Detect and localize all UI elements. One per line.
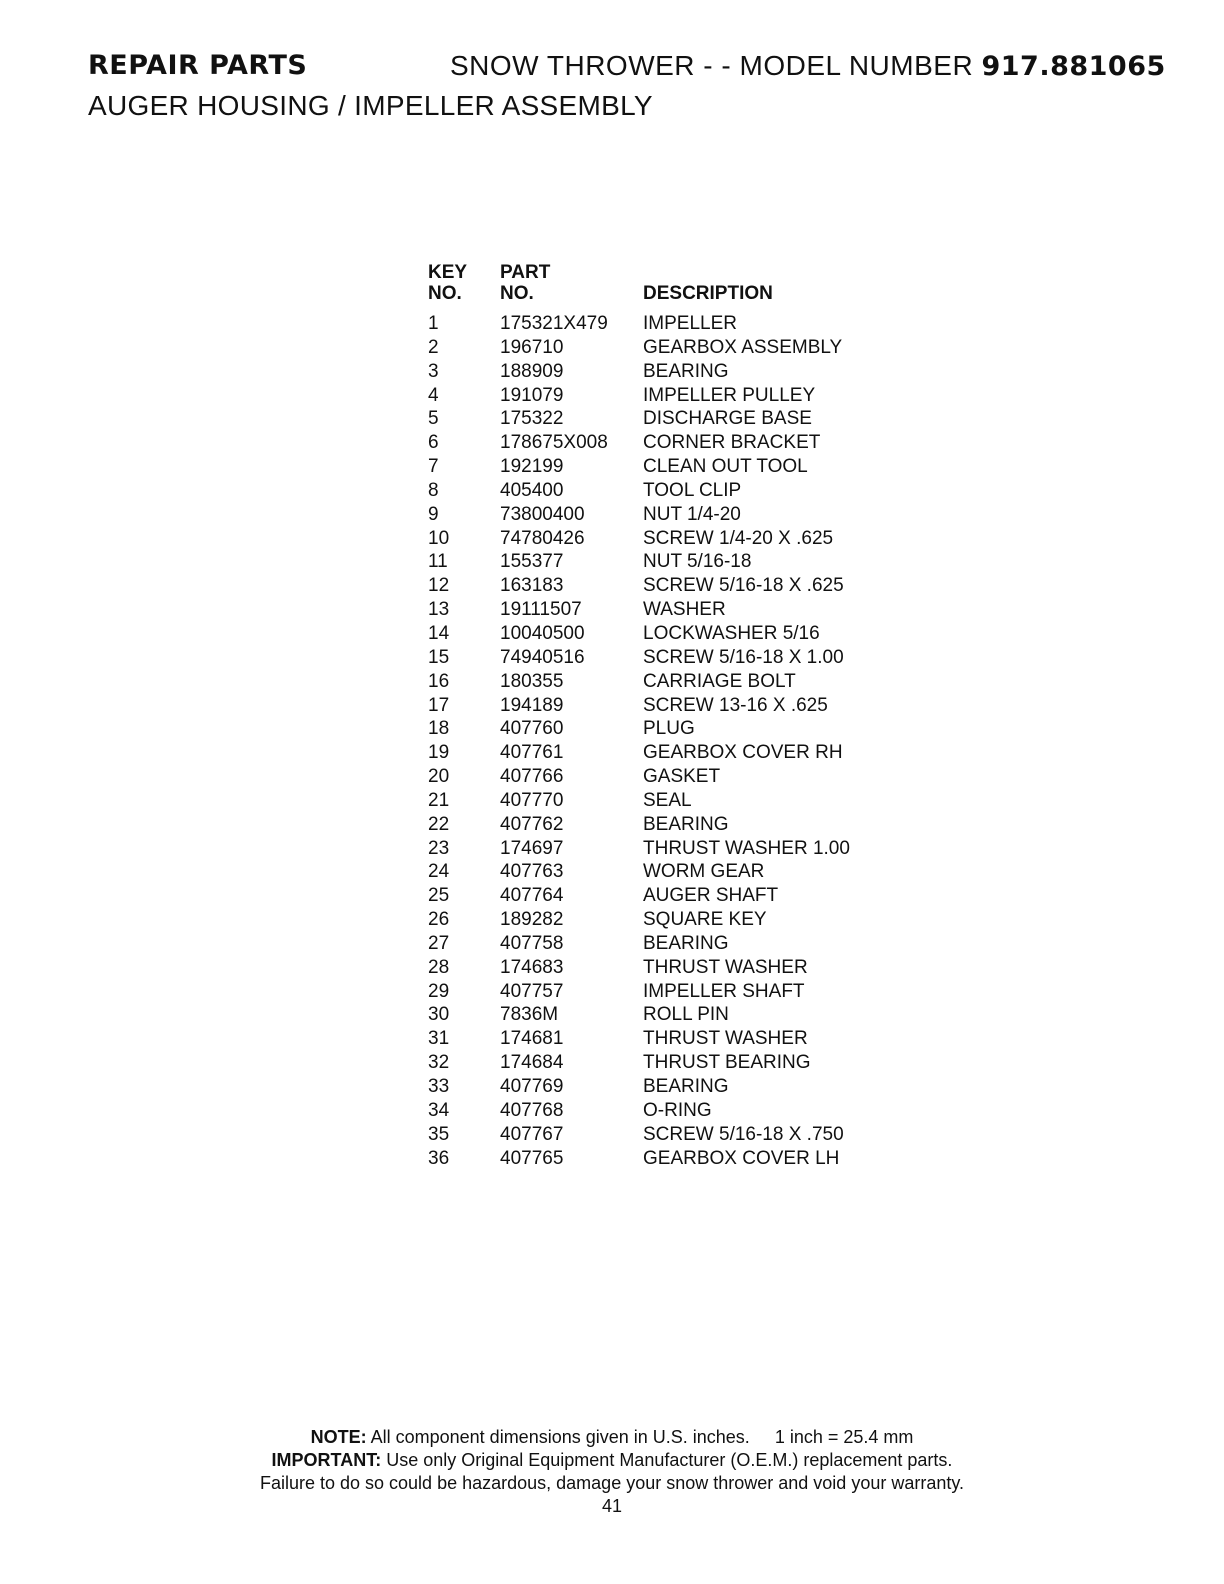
key-number: 32 <box>428 1052 450 1074</box>
header-part-bottom: NO. <box>500 283 534 304</box>
table-row <box>428 336 908 360</box>
part-description: BEARING <box>643 813 729 835</box>
note-line <box>0 1426 1224 1449</box>
part-description: SQUARE KEY <box>643 909 767 931</box>
part-description: GEARBOX COVER LH <box>643 1147 840 1169</box>
part-description: THRUST WASHER 1.00 <box>643 837 850 859</box>
part-number: 174681 <box>500 1028 564 1050</box>
part-description: THRUST WASHER <box>643 1028 808 1050</box>
key-number: 31 <box>428 1028 450 1050</box>
table-row <box>428 1003 908 1027</box>
table-row <box>428 1075 908 1099</box>
part-description: SCREW 1/4-20 X .625 <box>643 527 834 549</box>
key-number: 29 <box>428 980 450 1002</box>
key-number: 23 <box>428 837 450 859</box>
part-number: 178675X008 <box>500 432 608 454</box>
warning-line: Failure to do so could be hazardous, damage your snow thrower and void your warranty. <box>259 1473 965 1493</box>
key-number: 36 <box>428 1147 450 1169</box>
table-row <box>428 670 908 694</box>
part-number: 188909 <box>500 360 564 382</box>
part-description: DISCHARGE BASE <box>643 408 812 430</box>
header-key-bottom: NO. <box>428 283 462 304</box>
part-number: 191079 <box>500 384 564 406</box>
part-number: 407758 <box>500 932 564 954</box>
key-number: 33 <box>428 1076 450 1097</box>
key-number: 4 <box>428 384 439 406</box>
part-description: CORNER BRACKET <box>643 432 821 454</box>
key-number: 28 <box>428 956 450 978</box>
table-row <box>428 980 908 1004</box>
table-row <box>428 813 908 837</box>
table-row <box>428 455 908 479</box>
model-number: 917.881065 <box>981 51 1166 82</box>
part-number: 407765 <box>500 1147 564 1169</box>
key-number: 18 <box>428 718 450 740</box>
table-row <box>428 884 908 908</box>
table-row <box>428 932 908 956</box>
table-row <box>428 765 908 789</box>
part-description: SCREW 13-16 X .625 <box>643 694 828 716</box>
table-row <box>428 574 908 598</box>
key-number: 25 <box>428 885 450 907</box>
part-description: SEAL <box>643 789 692 811</box>
header-description: DESCRIPTION <box>643 283 773 304</box>
table-row <box>428 1051 908 1075</box>
key-number: 7 <box>428 456 439 478</box>
table-row <box>428 431 908 455</box>
part-number: 407767 <box>500 1123 564 1145</box>
product-title <box>450 50 1166 82</box>
part-description: O-RING <box>643 1099 712 1121</box>
key-number: 9 <box>428 503 439 525</box>
key-number: 20 <box>428 766 450 788</box>
table-row <box>428 1099 908 1123</box>
part-number: 407769 <box>500 1076 564 1097</box>
part-number: 192199 <box>500 456 564 478</box>
note-text: All component dimensions given in U.S. inches. 1 inch = 25.4 mm <box>366 1427 914 1447</box>
part-number: 174684 <box>500 1052 564 1074</box>
product-label: SNOW THROWER - - MODEL NUMBER <box>450 50 982 81</box>
key-number: 21 <box>428 789 450 811</box>
key-number: 22 <box>428 813 450 835</box>
part-description: IMPELLER SHAFT <box>643 980 805 1002</box>
part-number: 196710 <box>500 336 564 358</box>
part-description: GEARBOX COVER RH <box>643 742 843 764</box>
part-number: 175322 <box>500 408 564 430</box>
important-label: IMPORTANT: <box>271 1450 382 1470</box>
part-number: 7836M <box>500 1004 559 1026</box>
part-description: LOCKWASHER 5/16 <box>643 622 820 644</box>
table-row <box>428 503 908 527</box>
part-number: 407762 <box>500 813 564 835</box>
key-number: 16 <box>428 670 450 692</box>
table-row <box>428 717 908 741</box>
part-description: GEARBOX ASSEMBLY <box>643 336 843 358</box>
table-row <box>428 360 908 384</box>
part-number: 174697 <box>500 837 564 859</box>
part-number: 155377 <box>500 551 564 573</box>
table-row <box>428 1027 908 1051</box>
part-number: 407763 <box>500 861 564 883</box>
part-description: TOOL CLIP <box>643 479 742 501</box>
part-number: 194189 <box>500 694 564 716</box>
part-description: IMPELLER <box>643 313 737 334</box>
part-number: 407757 <box>500 980 564 1002</box>
key-number: 11 <box>428 551 448 573</box>
key-number: 10 <box>428 527 450 549</box>
key-number: 2 <box>428 336 439 358</box>
part-description: PLUG <box>643 718 695 740</box>
table-row <box>428 479 908 503</box>
part-number: 407768 <box>500 1099 564 1121</box>
part-number: 19111507 <box>500 599 582 621</box>
part-description: GASKET <box>643 766 721 788</box>
part-description: NUT 1/4-20 <box>643 503 741 525</box>
key-number: 1 <box>428 313 439 334</box>
part-description: THRUST WASHER <box>643 956 808 978</box>
part-number: 74780426 <box>500 527 585 549</box>
part-description: AUGER SHAFT <box>643 885 779 907</box>
table-row <box>428 1123 908 1147</box>
part-number: 189282 <box>500 909 564 931</box>
table-row <box>428 622 908 646</box>
header-part-top: PART <box>500 262 551 283</box>
table-row <box>428 1147 908 1171</box>
part-number: 407770 <box>500 789 564 811</box>
part-number: 407760 <box>500 718 564 740</box>
key-number: 12 <box>428 575 450 597</box>
part-number: 174683 <box>500 956 564 978</box>
assembly-title: AUGER HOUSING / IMPELLER ASSEMBLY <box>88 90 653 121</box>
part-description: CARRIAGE BOLT <box>643 670 796 692</box>
table-row <box>428 598 908 622</box>
table-row <box>428 860 908 884</box>
table-body <box>428 312 908 1170</box>
key-number: 34 <box>428 1099 450 1121</box>
important-line <box>0 1449 1224 1472</box>
part-number: 73800400 <box>500 503 585 525</box>
table-header <box>428 262 908 310</box>
key-number: 15 <box>428 646 450 668</box>
key-number: 3 <box>428 360 439 382</box>
part-description: SCREW 5/16-18 X .750 <box>643 1123 844 1145</box>
part-description: IMPELLER PULLEY <box>643 384 816 406</box>
key-number: 8 <box>428 479 439 501</box>
table-row <box>428 550 908 574</box>
page-footer <box>0 1426 1224 1518</box>
key-number: 6 <box>428 432 439 454</box>
part-number: 180355 <box>500 670 564 692</box>
part-description: SCREW 5/16-18 X .625 <box>643 575 844 597</box>
table-row <box>428 646 908 670</box>
section-title: REPAIR PARTS <box>88 50 308 81</box>
part-number: 407766 <box>500 766 564 788</box>
part-number: 407764 <box>500 885 564 907</box>
table-row <box>428 908 908 932</box>
parts-table <box>428 262 908 1169</box>
part-description: SCREW 5/16-18 X 1.00 <box>643 646 844 668</box>
part-description: BEARING <box>643 360 729 382</box>
part-description: WORM GEAR <box>643 861 765 883</box>
table-row <box>428 956 908 980</box>
table-row <box>428 741 908 765</box>
key-number: 35 <box>428 1123 450 1145</box>
key-number: 5 <box>428 408 439 430</box>
part-number: 175321X479 <box>500 313 608 334</box>
table-row <box>428 837 908 861</box>
table-row <box>428 527 908 551</box>
part-number: 10040500 <box>500 622 585 644</box>
part-number: 407761 <box>500 742 564 764</box>
part-number: 74940516 <box>500 646 585 668</box>
header-key-top: KEY <box>428 262 468 283</box>
page-number: 41 <box>601 1496 623 1516</box>
note-label: NOTE: <box>310 1427 367 1447</box>
key-number: 30 <box>428 1004 450 1026</box>
part-number: 163183 <box>500 575 564 597</box>
table-row <box>428 312 908 336</box>
part-description: THRUST BEARING <box>643 1052 811 1074</box>
key-number: 27 <box>428 932 450 954</box>
part-description: ROLL PIN <box>643 1004 729 1026</box>
part-description: BEARING <box>643 1076 729 1097</box>
part-description: CLEAN OUT TOOL <box>643 456 808 478</box>
important-text: Use only Original Equipment Manufacturer (O.E.M.) replacement parts. <box>381 1450 953 1470</box>
table-row <box>428 694 908 718</box>
key-number: 24 <box>428 861 450 883</box>
part-description: WASHER <box>643 599 726 621</box>
table-row <box>428 407 908 431</box>
part-number: 405400 <box>500 479 564 501</box>
table-row <box>428 789 908 813</box>
key-number: 17 <box>428 694 450 716</box>
part-description: BEARING <box>643 932 729 954</box>
part-description: NUT 5/16-18 <box>643 551 752 573</box>
key-number: 19 <box>428 742 450 764</box>
table-row <box>428 384 908 408</box>
key-number: 26 <box>428 909 450 931</box>
key-number: 13 <box>428 599 450 621</box>
key-number: 14 <box>428 622 450 644</box>
